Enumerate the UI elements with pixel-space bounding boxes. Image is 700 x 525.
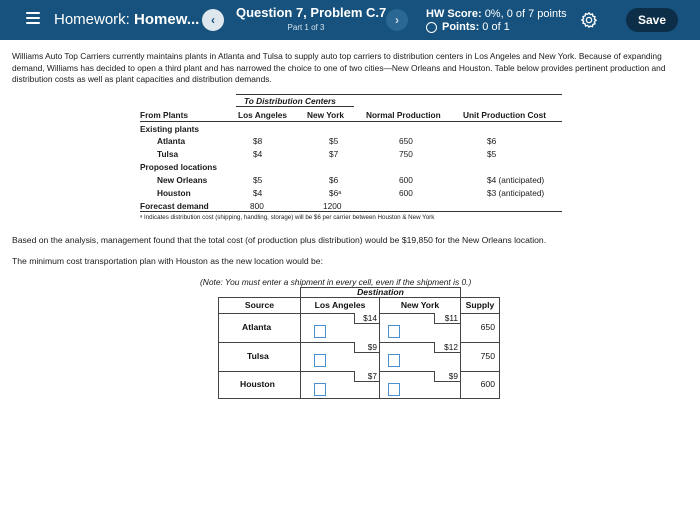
- forecast-ny: 1200: [323, 201, 342, 211]
- supply-value: 650: [480, 322, 495, 332]
- row-production: 650: [399, 136, 413, 146]
- la-unit-cost: $14: [354, 313, 379, 324]
- points: [426, 21, 510, 33]
- destination-header: Destination: [357, 287, 404, 297]
- col-los-angeles: Los Angeles: [238, 110, 288, 120]
- row-name: New Orleans: [157, 175, 208, 185]
- row-la-cost: $8: [253, 136, 263, 146]
- entry-note: (Note: You must enter a shipment in every cell, even if the shipment is 0.): [200, 277, 472, 287]
- row-unit-cost: $6: [487, 136, 497, 146]
- ny-unit-cost: $11: [434, 313, 460, 324]
- hamburger-menu-icon[interactable]: [26, 12, 40, 24]
- chevron-left-icon: ‹: [211, 13, 215, 27]
- hw-score: [426, 8, 567, 20]
- points-value: 0 of 1: [482, 21, 510, 33]
- row-name: Tulsa: [157, 149, 179, 159]
- row-unit-cost: $4 (anticipated): [487, 175, 545, 185]
- analysis-text: Based on the analysis, management found that the total cost (of production plus distribution) would be $19,850 for the New Orleans location.: [12, 235, 547, 245]
- source-name: Houston: [240, 379, 275, 389]
- homework-title[interactable]: [54, 11, 199, 28]
- forecast-demand-label: Forecast demand: [140, 201, 209, 211]
- points-ring-icon: [426, 22, 437, 33]
- table-top-rule: [236, 94, 562, 95]
- source-header: Source: [244, 300, 275, 310]
- homework-label: Homework:: [54, 11, 130, 28]
- top-bar: [0, 0, 700, 40]
- ny-shipment-input[interactable]: [388, 354, 400, 367]
- ny-unit-cost: $9: [434, 371, 460, 382]
- la-unit-cost: $7: [354, 371, 379, 382]
- row-la-cost: $5: [253, 175, 263, 185]
- row-production: 600: [399, 188, 413, 198]
- la-shipment-input[interactable]: [314, 354, 326, 367]
- col-new-york: New York: [307, 110, 345, 120]
- col-unit-production-cost: Unit Production Cost: [463, 110, 546, 120]
- row-name: Atlanta: [157, 136, 186, 146]
- row-ny-cost: $5: [329, 136, 339, 146]
- la-shipment-input[interactable]: [314, 325, 326, 338]
- row-unit-cost: $3 (anticipated): [487, 188, 545, 198]
- ny-shipment-input[interactable]: [388, 325, 400, 338]
- row-unit-cost: $5: [487, 149, 497, 159]
- col-normal-production: Normal Production: [366, 110, 441, 120]
- hw-score-label: HW Score:: [426, 8, 482, 20]
- next-question-button[interactable]: [386, 9, 408, 31]
- supply-header: Supply: [465, 300, 495, 310]
- row-ny-cost: $6: [329, 175, 339, 185]
- previous-question-button[interactable]: [202, 9, 224, 31]
- minimum-plan-text: The minimum cost transportation plan with Houston as the new location would be:: [12, 256, 323, 266]
- existing-plants-label: Existing plants: [140, 124, 200, 134]
- chevron-right-icon: ›: [395, 13, 399, 27]
- supply-value: 750: [480, 351, 495, 361]
- supply-value: 600: [480, 379, 495, 389]
- la-header: Los Angeles: [314, 300, 366, 310]
- header-rule: [140, 121, 562, 122]
- homework-name: Homew...: [134, 11, 200, 28]
- problem-intro: Williams Auto Top Carriers currently maintains plants in Atlanta and Tulsa to supply auto top carriers to distribution centers in Los Angeles and New York. Because of expanding demand, Williams has decided to open a third plant and has narrowed the choice to one of two cities—New Orleans and Houston. Table below provides pertinent production and distribution costs as well as plant capacities and distribution demands.: [12, 51, 666, 84]
- row-ny-cost: $7: [329, 149, 339, 159]
- ny-unit-cost: $12: [434, 342, 460, 353]
- save-button[interactable]: Save: [626, 8, 678, 32]
- bottom-rule: [140, 211, 562, 212]
- row-production: 750: [399, 149, 413, 159]
- hw-score-value: 0%, 0 of 7 points: [484, 8, 567, 20]
- la-unit-cost: $9: [354, 342, 379, 353]
- row-name: Houston: [157, 188, 191, 198]
- row-ny-cost: $6ᵃ: [329, 188, 342, 198]
- ny-shipment-input[interactable]: [388, 383, 400, 396]
- points-label: Points:: [442, 21, 480, 33]
- row-la-cost: $4: [253, 149, 263, 159]
- question-title: Question 7, Problem C.7: [236, 5, 387, 20]
- row-la-cost: $4: [253, 188, 263, 198]
- question-part: Part 1 of 3: [287, 23, 325, 32]
- forecast-la: 800: [250, 201, 264, 211]
- ny-header: New York: [400, 300, 440, 310]
- la-shipment-input[interactable]: [314, 383, 326, 396]
- group-underline: [236, 106, 354, 107]
- row-production: 600: [399, 175, 413, 185]
- col-from-plants: From Plants: [140, 110, 188, 120]
- table-footnote: ᵃ Indicates distribution cost (shipping, handling, storage) will be $6 per carrier between Houston & New York: [140, 214, 435, 221]
- group-header: To Distribution Centers: [244, 96, 336, 106]
- source-name: Tulsa: [247, 351, 269, 361]
- proposed-locations-label: Proposed locations: [140, 162, 217, 172]
- source-name: Atlanta: [242, 322, 272, 332]
- gear-icon[interactable]: [580, 11, 598, 29]
